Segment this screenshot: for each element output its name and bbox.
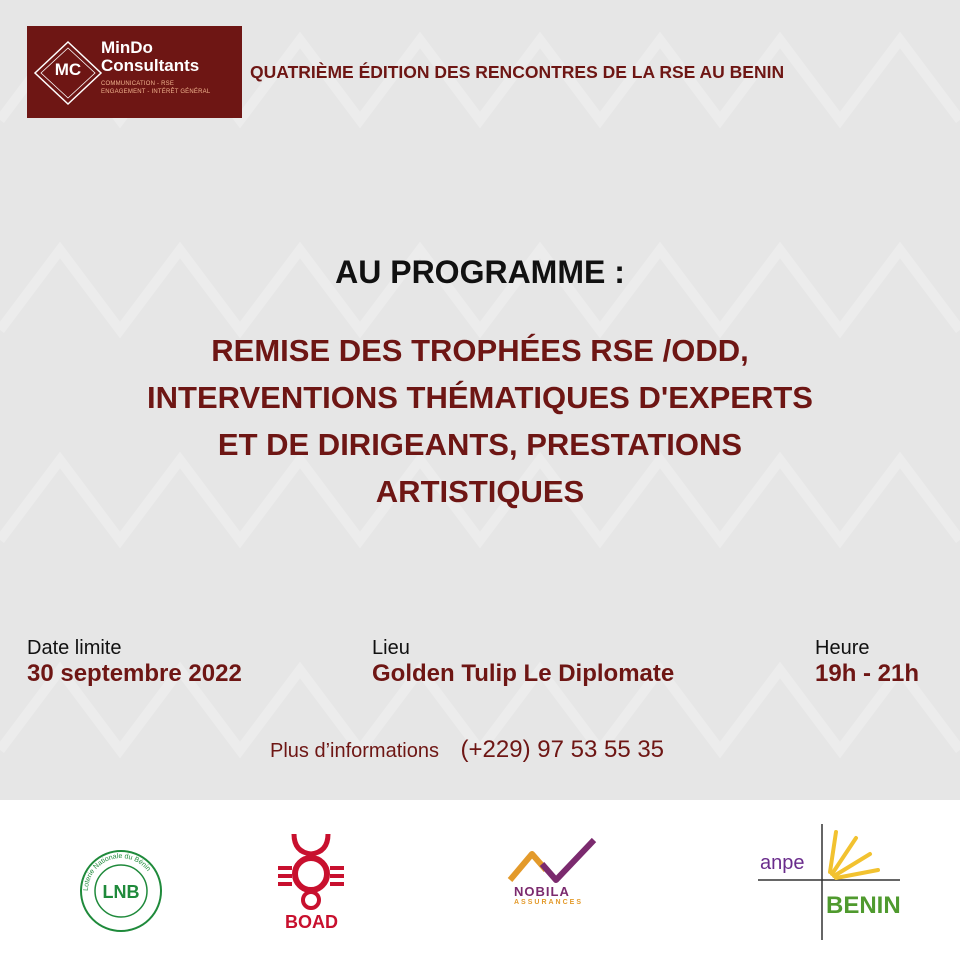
lnb-ring-text: Loterie Nationale du Bénin [82,852,152,892]
nobila-check-icon [506,836,606,886]
boad-emblem-icon [276,830,346,910]
contact-phone[interactable]: (+229) 97 53 55 35 [460,736,665,763]
lnb-mark: LNB [102,882,140,902]
contact-label: Plus d’informations [270,740,439,762]
anpe-name: anpe [760,852,805,874]
date-label: Date limite [27,637,122,659]
venue-block [372,636,674,688]
anpe-logo-icon [758,824,900,940]
programme-line: ARTISTIQUES [375,474,585,509]
anpe-country: BENIN [826,892,901,919]
event-headline: QUATRIÈME ÉDITION DES RENCONTRES DE LA RSE AU BENIN [250,62,785,82]
logo-tagline [101,80,210,96]
time-label: Heure [815,637,870,659]
sponsor-nobila [506,836,606,916]
logo-name-line2: Consultants [101,56,200,75]
programme-line: INTERVENTIONS THÉMATIQUES D'EXPERTS [147,380,813,415]
programme-line: ET DE DIRIGEANTS, PRESTATIONS [217,427,743,462]
sponsor-lnb [78,848,164,934]
sponsor-boad [276,830,346,936]
contact-line [270,736,664,764]
nobila-sub: ASSURANCES [514,899,584,906]
date-block [27,636,242,688]
logo-name-line1: MinDo [101,38,153,57]
boad-name: BOAD [285,912,338,932]
logo-tagline-line2: ENGAGEMENT - INTÉRÊT GÉNÉRAL [101,89,211,95]
time-block [815,636,919,688]
date-value: 30 septembre 2022 [27,660,242,687]
time-value: 19h - 21h [815,660,920,687]
nobila-name: NOBILA [514,884,570,899]
sponsor-anpe [758,824,900,940]
programme-line: REMISE DES TROPHÉES RSE /ODD, [211,333,749,368]
logo-name [101,39,199,75]
venue-label: Lieu [372,637,410,659]
sponsor-footer [0,800,960,960]
mindo-logo [27,26,242,118]
venue-value: Golden Tulip Le Diplomate [372,660,675,687]
programme-body [80,327,880,515]
logo-tagline-line1: COMMUNICATION - RSE [101,81,175,87]
lnb-logo-icon [78,848,164,934]
programme-title: AU PROGRAMME : [335,254,625,290]
logo-initials: MC [54,60,82,79]
